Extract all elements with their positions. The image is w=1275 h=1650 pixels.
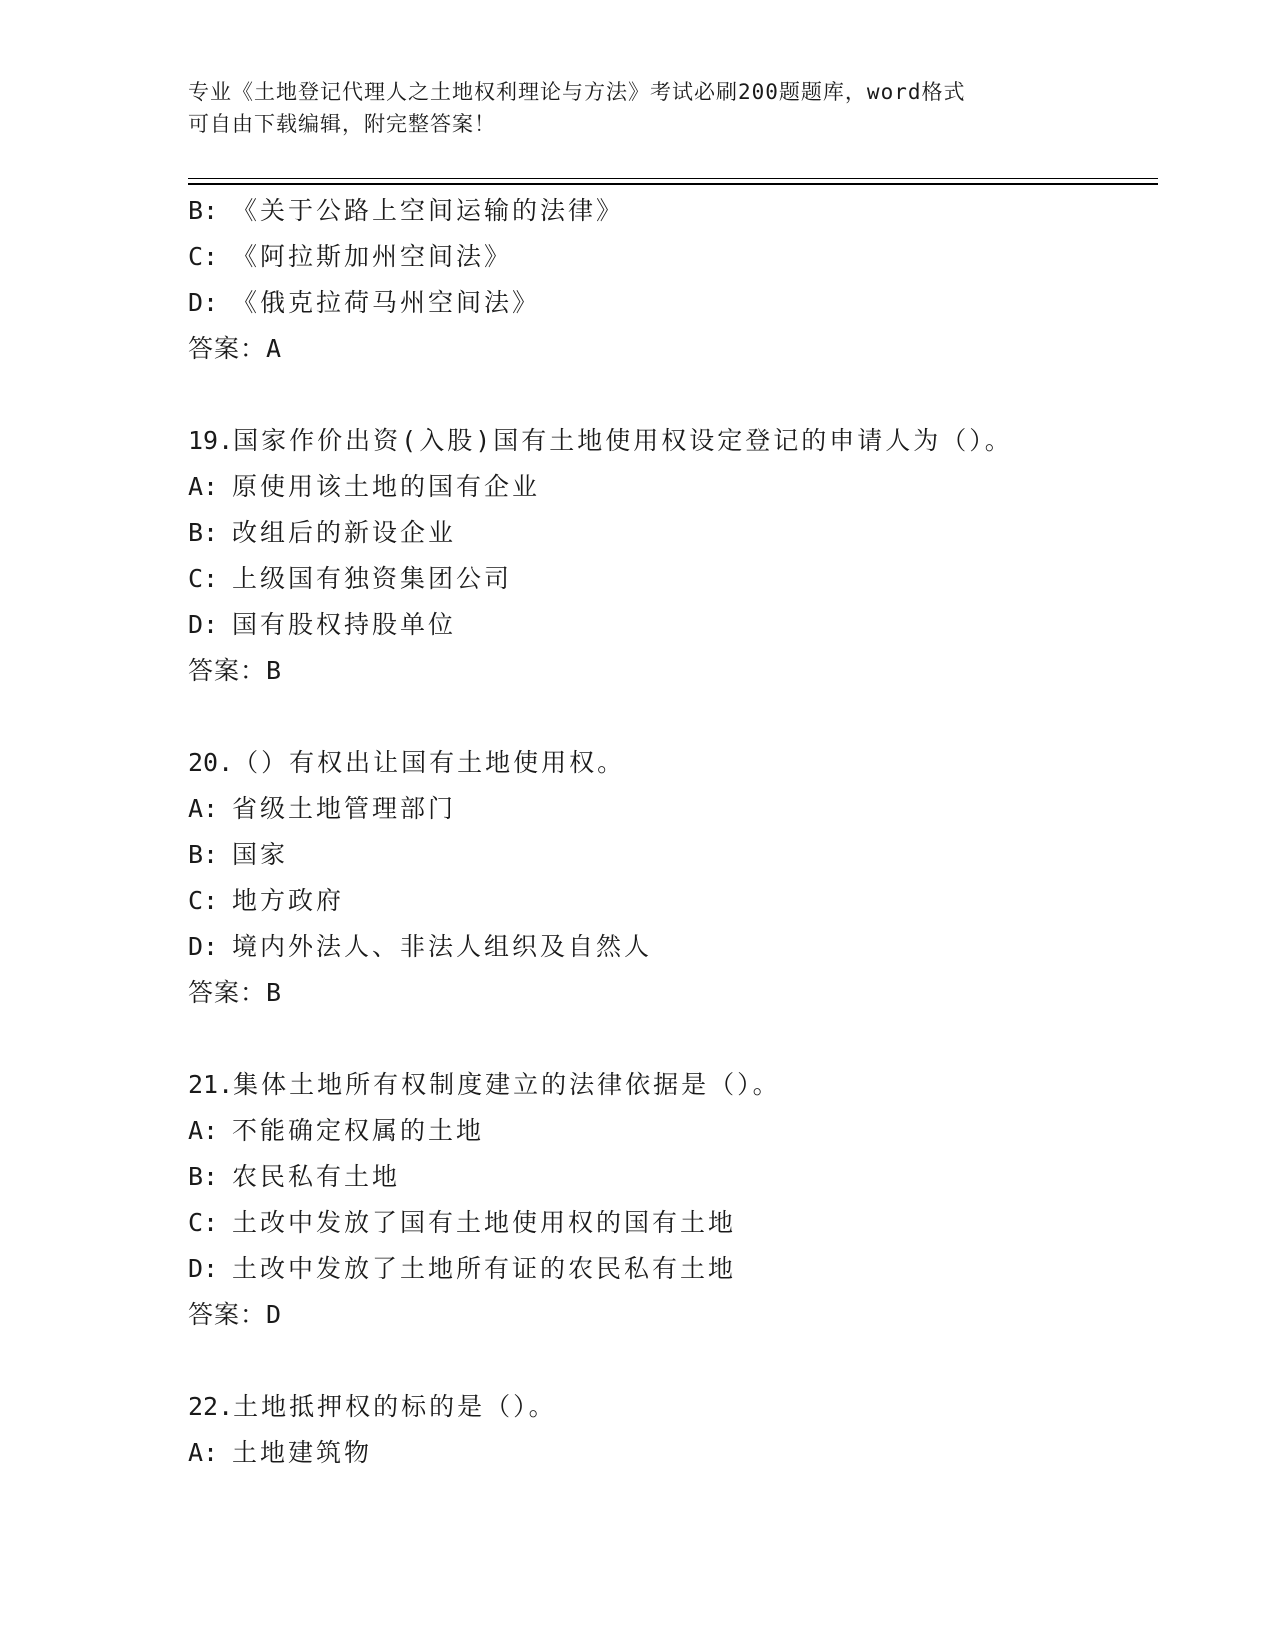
option-text: 《关于公路上空间运输的法律》	[232, 196, 625, 225]
question-number: 20.	[188, 748, 234, 777]
question-number: 21.	[188, 1070, 234, 1099]
option-d	[188, 280, 1158, 326]
question-text: 集体土地所有权制度建立的法律依据是（）。	[233, 1070, 781, 1099]
option-letter: A:	[188, 794, 219, 823]
header-divider-thin	[188, 178, 1158, 179]
option-letter: C:	[188, 564, 219, 593]
question-spacer	[188, 1016, 1158, 1062]
option-b	[188, 832, 1158, 878]
option-c	[188, 1200, 1158, 1246]
option-text: 土改中发放了土地所有证的农民私有土地	[232, 1254, 737, 1283]
question-20	[188, 740, 1158, 1016]
option-letter: C:	[188, 242, 219, 271]
answer-line	[188, 326, 1158, 372]
option-text: 不能确定权属的土地	[232, 1116, 485, 1145]
option-text: 原使用该土地的国有企业	[232, 472, 541, 501]
option-d	[188, 1246, 1158, 1292]
option-letter: C:	[188, 886, 219, 915]
option-text: 国家	[232, 840, 289, 869]
answer-line	[188, 648, 1158, 694]
question-spacer	[188, 694, 1158, 740]
option-letter: D:	[188, 610, 219, 639]
question-22	[188, 1384, 1158, 1476]
option-b	[188, 1154, 1158, 1200]
option-text: 《俄克拉荷马州空间法》	[232, 288, 541, 317]
answer-label: 答案：	[188, 1300, 267, 1329]
question-stem	[188, 1384, 1158, 1430]
option-letter: A:	[188, 472, 219, 501]
option-a	[188, 464, 1158, 510]
option-text: 境内外法人、非法人组织及自然人	[232, 932, 653, 961]
option-letter: C:	[188, 1208, 219, 1237]
answer-value: D	[266, 1300, 283, 1329]
option-text: 土地建筑物	[232, 1438, 373, 1467]
document-header	[188, 76, 1088, 140]
question-text: （）有权出让国有土地使用权。	[233, 748, 626, 777]
option-c	[188, 878, 1158, 924]
question-spacer	[188, 372, 1158, 418]
option-letter: A:	[188, 1438, 219, 1467]
option-a	[188, 1108, 1158, 1154]
question-stem	[188, 740, 1158, 786]
question-stem	[188, 418, 1158, 464]
option-b	[188, 510, 1158, 556]
header-divider-thick	[188, 183, 1158, 185]
option-letter: D:	[188, 932, 219, 961]
option-letter: B:	[188, 518, 219, 547]
option-c	[188, 234, 1158, 280]
answer-label: 答案：	[188, 656, 267, 685]
option-a	[188, 786, 1158, 832]
option-letter: A:	[188, 1116, 219, 1145]
answer-label: 答案：	[188, 334, 267, 363]
answer-line	[188, 970, 1158, 1016]
question-21	[188, 1062, 1158, 1338]
question-text: 国家作价出资(入股)国有土地使用权设定登记的申请人为（）。	[233, 426, 1013, 455]
question-number: 19.	[188, 426, 234, 455]
option-text: 农民私有土地	[232, 1162, 401, 1191]
option-letter: B:	[188, 840, 219, 869]
option-d	[188, 602, 1158, 648]
option-letter: D:	[188, 1254, 219, 1283]
question-18	[188, 188, 1158, 372]
answer-value: B	[266, 656, 283, 685]
option-letter: B:	[188, 196, 219, 225]
option-text: 土改中发放了国有土地使用权的国有土地	[232, 1208, 737, 1237]
option-letter: D:	[188, 288, 219, 317]
question-text: 土地抵押权的标的是（）。	[233, 1392, 557, 1421]
question-number: 22.	[188, 1392, 234, 1421]
header-title-line-2: 可自由下载编辑，附完整答案！	[188, 112, 496, 136]
option-text: 国有股权持股单位	[232, 610, 457, 639]
option-a	[188, 1430, 1158, 1476]
option-b	[188, 188, 1158, 234]
option-text: 上级国有独资集团公司	[232, 564, 513, 593]
option-d	[188, 924, 1158, 970]
option-text: 《阿拉斯加州空间法》	[232, 242, 513, 271]
question-19	[188, 418, 1158, 694]
option-text: 改组后的新设企业	[232, 518, 457, 547]
option-c	[188, 556, 1158, 602]
option-letter: B:	[188, 1162, 219, 1191]
option-text: 地方政府	[232, 886, 345, 915]
option-text: 省级土地管理部门	[232, 794, 457, 823]
question-stem	[188, 1062, 1158, 1108]
question-spacer	[188, 1338, 1158, 1384]
answer-value: B	[266, 978, 283, 1007]
answer-line	[188, 1292, 1158, 1338]
answer-label: 答案：	[188, 978, 267, 1007]
header-title-line-1: 专业《土地登记代理人之土地权利理论与方法》考试必刷200题题库，word格式	[188, 80, 966, 104]
question-list	[188, 188, 1158, 1476]
answer-value: A	[266, 334, 283, 363]
